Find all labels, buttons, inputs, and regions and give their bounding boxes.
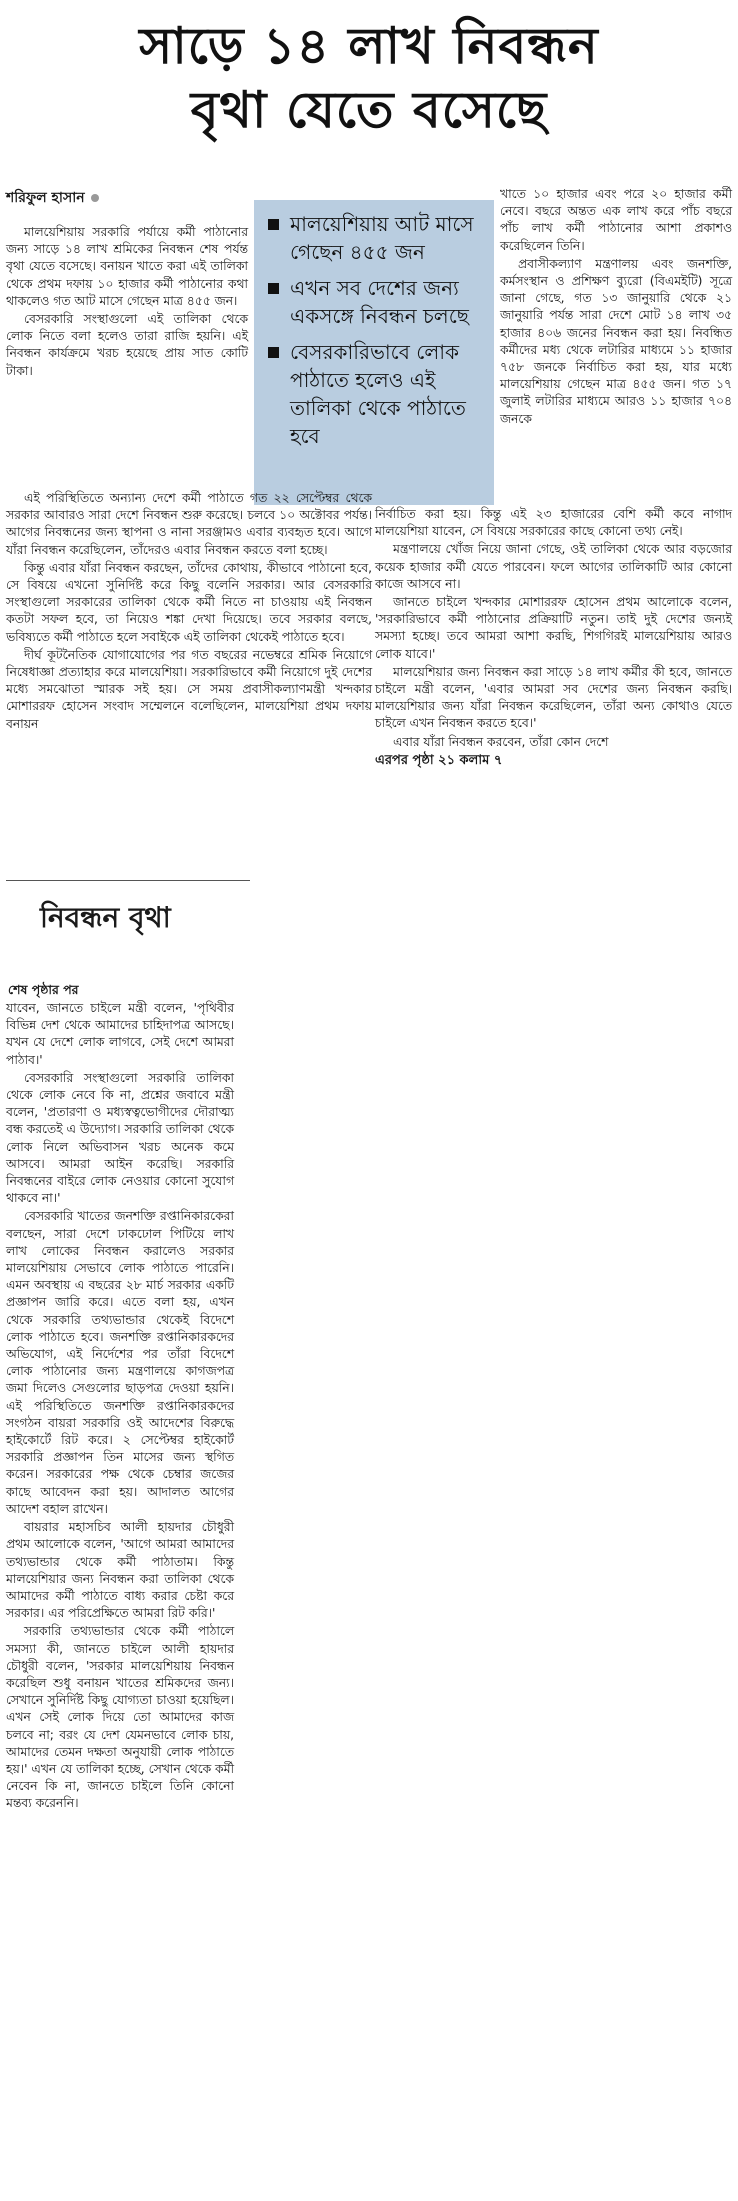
jump-column [6,1000,234,1814]
paragraph: মন্ত্রণালয়ে খোঁজ নিয়ে জানা গেছে, ওই তালিকা থেকে আর বড়জোর কয়েক হাজার কর্মী যেতে পারবেন। ফলে আগের তালিকাটি আর কোনো কাজে আসবে না। [375,542,732,591]
highlight-item [268,338,486,450]
jump-heading: নিবন্ধন বৃথা [40,901,171,934]
continued-on-label[interactable]: এরপর পৃষ্ঠা ২১ কলাম ৭ [375,752,503,768]
paragraph: বেসরকারি সংস্থাগুলো সরকারি তালিকা থেকে লোক নেবে কি না, প্রশ্নের জবাবে মন্ত্রী বলেন, 'প্রতারণা ও মধ্যস্বত্বভোগীদের দৌরাত্ম্য বন্ধ করতেই এ উদ্যোগ। সরকারি তালিকা থেকে লোক নিলে অভিবাসন খরচ অনেক কমে আসবে। আমরা আইন করেছি। সরকারি নিবন্ধনের বাইরে লোক নেওয়ার কোনো সুযোগ থাকবে না।' [6,1070,234,1206]
article-column-wide-right [375,506,732,769]
paragraph: এবার যাঁরা নিবন্ধন করবেন, তাঁরা কোন দেশে [393,734,609,749]
highlight-text: এখন সব দেশের জন্য একসঙ্গে নিবন্ধন চলছে [290,276,469,328]
paragraph: মালয়েশিয়ার জন্য নিবন্ধন করা সাড়ে ১৪ লাখ কর্মীর কী হবে, জানতে চাইলে মন্ত্রী বলেন, 'এবার আমরা সব দেশের জন্য নিবন্ধন করছি। মালয়েশিয়ার জন্য যাঁরা নিবন্ধন করেছিলেন, তাঁরা অন্য কোথাও যেতে চাইলে এখন নিবন্ধন করতে হবে।' [375,664,732,731]
byline-dot-icon [91,194,99,202]
paragraph: বেসরকারি খাতের জনশক্তি রপ্তানিকারকেরা বলছেন, সারা দেশে ঢাকঢোল পিটিয়ে লাখ লাখ লোকের নিবন্ধন করালেও সরকার মালয়েশিয়ায় সেভাবে লোক পাঠাতে পারেনি। এমন অবস্থায় এ বছরের ২৮ মার্চ সরকার একটি প্রজ্ঞাপন জারি করে। এতে বলা হয়, এখন থেকে সরকারি তথ্যভান্ডার থেকেই বিদেশে লোক পাঠাতে হবে। জনশক্তি রপ্তানিকারকদের অভিযোগ, এই নির্দেশের পর তাঁরা বিদেশে লোক পাঠানোর জন্য মন্ত্রণালয়ে কাগজপত্র জমা দিলেও সেগুলোর ছাড়পত্র দেওয়া হয়নি। এই পরিস্থিতিতে জনশক্তি রপ্তানিকারকদের সংগঠন বায়রা সরকারি ওই আদেশের বিরুদ্ধে হাইকোর্টে রিট করে। ২ সেপ্টেম্বর হাইকোর্ট সরকারি প্রজ্ঞাপন তিন মাসের জন্য স্থগিত করেন। সরকারের পক্ষ থেকে চেম্বার জজের কাছে আবেদন করা হয়। আদালত আগের আদেশ বহাল রাখেন। [6,1209,234,1516]
bullet-square-icon [268,347,279,358]
section-divider [6,880,250,881]
bullet-square-icon [268,219,279,230]
highlight-text: বেসরকারিভাবে লোক পাঠাতে হলেও এই তালিকা থেকে পাঠাতে হবে [290,340,466,448]
highlight-box [254,200,494,505]
paragraph: এই পরিস্থিতিতে অন্যান্য দেশে কর্মী পাঠাতে গত ২২ সেপ্টেম্বর থেকে সরকার আবারও সারা দেশে নিবন্ধন শুরু করেছে। চলবে ১০ অক্টোবর পর্যন্ত। আগের নিবন্ধনের জন্য স্থাপনা ও নানা সরঞ্জামও এবার ব্যবহৃত হবে। আগে যাঁরা নিবন্ধন করেছিলেন, তাঁদেরও এবার নিবন্ধন করতে বলা হচ্ছে। [6,491,372,557]
paragraph: নির্বাচিত করা হয়। কিন্তু এই ২৩ হাজারের বেশি কর্মী কবে নাগাদ মালয়েশিয়া যাবেন, সে বিষয়ে সরকারের কাছে কোনো তথ্য নেই। [375,507,732,539]
paragraph: সরকারি তথ্যভান্ডার থেকে কর্মী পাঠালে সমস্যা কী, জানতে চাইলে আলী হায়দার চৌধুরী বলেন, 'সরকার মালয়েশিয়ায় নিবন্ধন করেছিল শুধু বনায়ন খাতের শ্রমিকদের জন্য। সেখানে সুনির্দিষ্ট কিছু যোগ্যতা চাওয়া হয়েছিল। এখন সেই লোক দিয়ে তো আমাদের কাজ চলবে না; বরং যে দেশ যেমনভাবে লোক চায়, আমাদের তেমন দক্ষতা অনুযায়ী লোক পাঠাতে হয়।' এখন যে তালিকা হচ্ছে, সেখান থেকে কর্মী নেবেন কি না, জানতে চাইলে তিনি কোনো মন্তব্য করেননি। [6,1624,234,1811]
headline [0,14,738,142]
paragraph: যাবেন, জানতে চাইলে মন্ত্রী বলেন, 'পৃথিবীর বিভিন্ন দেশ থেকে আমাদের চাহিদাপত্র আসছে। যখন যে দেশে লোক লাগবে, সেই দেশে আমরা পাঠাব।' [6,1001,234,1067]
bullet-square-icon [268,283,279,294]
paragraph: দীর্ঘ কূটনৈতিক যোগাযোগের পর গত বছরের নভেম্বরে শ্রমিক নিয়োগে নিষেধাজ্ঞা প্রত্যাহার করে মালয়েশিয়া। সরকারিভাবে কর্মী নিয়োগে দুই দেশের মধ্যে সমঝোতা স্মারক সই হয়। সে সময় প্রবাসীকল্যাণমন্ত্রী খন্দকার মোশাররফ হোসেন সংবাদ সম্মেলনে বলেছিলেন, মালয়েশিয়া প্রথম দফায় বনায়ন [6,647,372,731]
paragraph: বায়রার মহাসচিব আলী হায়দার চৌধুরী প্রথম আলোকে বলেন, 'আগে আমরা আমাদের তথ্যভান্ডার থেকে কর্মী পাঠাতাম। কিন্তু মালয়েশিয়ার জন্য নিবন্ধন করা তালিকা থেকে আমাদের কর্মী পাঠাতে বাধ্য করার চেষ্টা করে সরকার। এর পরিপ্রেক্ষিতে আমরা রিট করি।' [6,1520,234,1621]
paragraph: খাতে ১০ হাজার এবং পরে ২০ হাজার কর্মী নেবে। বছরে অন্তত এক লাখ করে পাঁচ বছরে পাঁচ লাখ কর্মী পাঠানোর আশা প্রকাশও করেছিলেন তিনি। [500,187,732,253]
jump-label: শেষ পৃষ্ঠার পর [8,982,79,997]
article-column-1 [6,224,248,381]
headline-line-1: সাড়ে ১৪ লাখ নিবন্ধন [139,17,599,75]
paragraph: বেসরকারি সংস্থাগুলো এই তালিকা থেকে লোক নিতে বলা হলেও তারা রাজি হয়নি। এই নিবন্ধন কার্যক্রমে খরচ হয়েছে প্রায় সাত কোটি টাকা। [6,312,248,378]
paragraph: প্রবাসীকল্যাণ মন্ত্রণালয় এবং জনশক্তি, কর্মসংস্থান ও প্রশিক্ষণ ব্যুরো (বিএমইটি) সূত্রে জানা গেছে, গত ১৩ জানুয়ারি থেকে ২১ জানুয়ারি পর্যন্ত সারা দেশে মোট ১৪ লাখ ৩৫ হাজার ৪০৬ জনের নিবন্ধন করা হয়। নিবন্ধিত কর্মীদের মধ্য থেকে লটারির মাধ্যমে ১১ হাজার ৭৫৮ জনকে নির্বাচিত করা হয়, যার মধ্যে মালয়েশিয়ায় গেছেন মাত্র ৪৫৫ জন। গত ১৭ জুলাই লটারির মাধ্যমে আরও ১১ হাজার ৭০৪ জনকে [500,256,732,426]
paragraph: জানতে চাইলে খন্দকার মোশাররফ হোসেন প্রথম আলোকে বলেন, 'সরকারিভাবে কর্মী পাঠানোর প্রক্রিয়াটি নতুন। তাই দুই দেশের জন্যই সমস্যা হচ্ছে। তবে আমরা আশা করছি, শিগগিরই মালয়েশিয়ায় আরও লোক যাবে।' [375,595,732,661]
highlight-text: মালয়েশিয়ায় আট মাসে গেছেন ৪৫৫ জন [290,212,474,264]
paragraph: কিন্তু এবার যাঁরা নিবন্ধন করছেন, তাঁদের কোথায়, কীভাবে পাঠানো হবে, সে বিষয়ে এখনো সুনির্দিষ্ট করে কিছু বলেনি সরকার। আর বেসরকারি সংস্থাগুলো সরকারের তালিকা থেকে কর্মী নিতে না চাওয়ায় এই নিবন্ধন কতটা সফল হবে, তা নিয়েও শঙ্কা দেখা দিয়েছে। তবে সরকার বলছে, ভবিষ্যতে কর্মী পাঠাতে হলে সবাইকে এই তালিকা থেকেই পাঠাতে হবে। [6,560,372,644]
headline-line-2: বৃথা যেতে বসেছে [190,81,548,139]
highlight-item [268,274,486,330]
article-column-3 [500,186,732,429]
byline [6,186,99,210]
paragraph: মালয়েশিয়ায় সরকারি পর্যায়ে কর্মী পাঠানোর জন্য সাড়ে ১৪ লাখ শ্রমিকের নিবন্ধন শেষ পর্যন্ত বৃথা যেতে বসেছে। বনায়ন খাতে করা এই তালিকা থেকে প্রথম দফায় ১০ হাজার কর্মী পাঠানোর কথা থাকলেও গত আট মাসে গেছেন মাত্র ৪৫৫ জন। [6,225,248,308]
highlight-item [268,210,486,266]
author-name: শরিফুল হাসান [6,190,85,206]
article-column-wide-left [6,490,372,734]
